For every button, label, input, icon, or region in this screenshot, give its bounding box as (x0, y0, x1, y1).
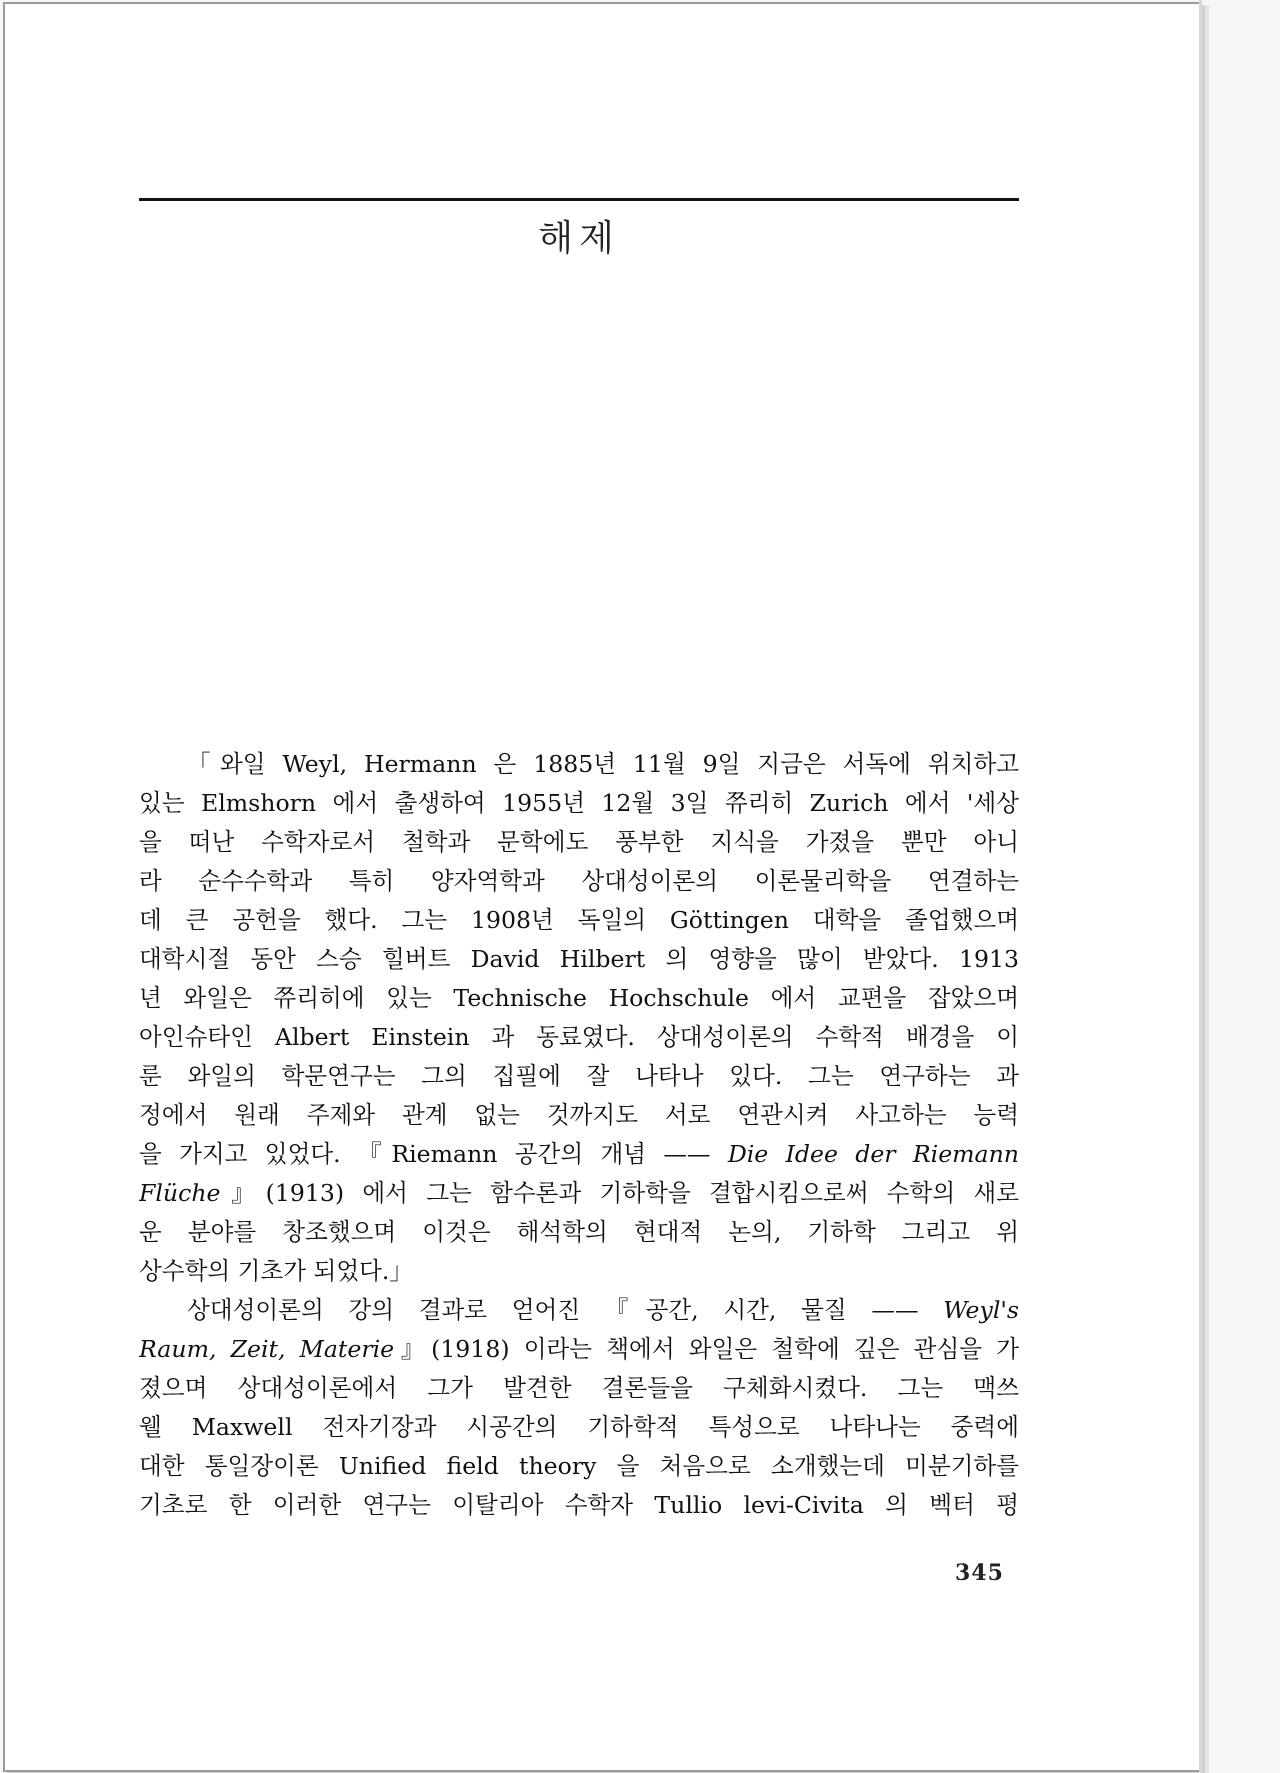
text-line: 「와일 Weyl, Hermann 은 1885년 11월 9일 지금은 서독에 위치하고 (187, 750, 1019, 778)
text-segment: 』(1918) 이라는 책에서 와일은 철학에 깊은 관심을 가 (394, 1335, 1019, 1363)
text-line: 아인슈타인 Albert Einstein 과 동료였다. 상대성이론의 수학적 배경을 이 (139, 1023, 1019, 1051)
text-line: 데 큰 공헌을 했다. 그는 1908년 독일의 Göttingen 대학을 졸업했으며 (139, 906, 1019, 934)
text-segment: 』(1913) 에서 그는 함수론과 기하학을 결합시킴으로써 수학의 새로 (220, 1179, 1019, 1207)
text-line: 라 순수수학과 특히 양자역학과 상대성이론의 이론물리학을 연결하는 (139, 867, 1019, 895)
text-line: 웰 Maxwell 전자기장과 시공간의 기하학적 특성으로 나타나는 중력에 (139, 1413, 1019, 1441)
italic-title: Flüche (139, 1179, 221, 1207)
text-line (139, 1174, 1019, 1213)
text-line: 기초로 한 이러한 연구는 이탈리아 수학자 Tullio levi-Civita 의 벡터 평 (139, 1491, 1019, 1519)
text-line: 년 와일은 쮸리히에 있는 Technische Hochschule 에서 교편을 잡았으며 (139, 984, 1019, 1012)
page-number: 345 (955, 1560, 1004, 1586)
text-line (139, 1291, 1019, 1330)
text-line: 룬 와일의 학문연구는 그의 집필에 잘 나타나 있다. 그는 연구하는 과 (139, 1062, 1019, 1090)
text-line: 정에서 원래 주제와 관계 없는 것까지도 서로 연관시켜 사고하는 능력 (139, 1101, 1019, 1129)
italic-title: Raum, Zeit, Materie (139, 1335, 395, 1363)
text-line: 을 떠난 수학자로서 철학과 문학에도 풍부한 지식을 가졌을 뿐만 아니 (139, 828, 1019, 856)
italic-title: Weyl's (943, 1296, 1019, 1324)
body-text (139, 745, 1019, 1525)
text-line: 졌으며 상대성이론에서 그가 발견한 결론들을 구체화시켰다. 그는 맥쓰 (139, 1374, 1019, 1402)
text-line: 대한 통일장이론 Unified field theory 을 처음으로 소개했는데 미분기하를 (139, 1452, 1019, 1480)
text-line (139, 1135, 1019, 1174)
text-line: 있는 Elmshorn 에서 출생하여 1955년 12월 3일 쮸리히 Zurich 에서 '세상 (139, 789, 1019, 817)
italic-title: Die Idee der Riemann (727, 1140, 1019, 1168)
text-line (139, 1330, 1019, 1369)
chapter-title: 해제 (538, 218, 620, 259)
text-line: 운 분야를 창조했으며 이것은 해석학의 현대적 논의, 기하학 그리고 위 (139, 1218, 1019, 1246)
chapter-rule (139, 198, 1019, 201)
text-segment: 을 가지고 있었다. 『Riemann 공간의 개념 —— (139, 1140, 728, 1168)
text-line: 상수학의 기초가 되었다.」 (139, 1257, 414, 1285)
text-line: 대학시절 동안 스승 힐버트 David Hilbert 의 영향을 많이 받았다. 1913 (139, 945, 1019, 973)
scan-edge (1199, 0, 1202, 1773)
book-page (3, 2, 1201, 1772)
text-segment: 상대성이론의 강의 결과로 얻어진 『공간, 시간, 물질 —— (187, 1296, 944, 1324)
